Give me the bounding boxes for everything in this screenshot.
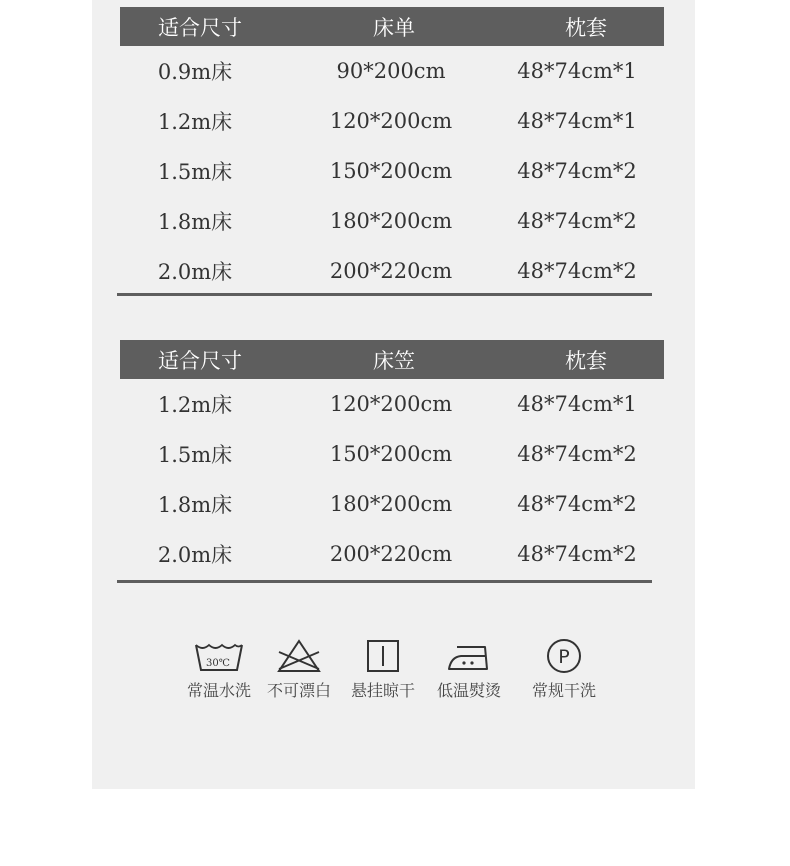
cell-fitted-sheet: 120*200cm (329, 392, 453, 416)
cell-size: 1.8m床 (157, 210, 233, 234)
care-dry-clean (519, 636, 609, 701)
dry-clean-icon (519, 636, 609, 676)
cell-size: 1.5m床 (157, 160, 233, 184)
header-size: 适合尺寸 (158, 15, 242, 40)
header-size: 适合尺寸 (158, 348, 242, 373)
cell-size: 0.9m床 (157, 60, 233, 84)
care-label: 悬挂晾干 (350, 681, 415, 700)
cell-size: 2.0m床 (157, 260, 233, 284)
cell-sheet: 120*200cm (329, 109, 453, 133)
cell-pillowcase: 48*74cm*1 (517, 392, 637, 416)
table-header (120, 340, 664, 379)
header-sheet: 床单 (373, 15, 415, 40)
cell-size: 1.8m床 (157, 493, 233, 517)
cell-sheet: 200*220cm (329, 259, 453, 283)
table-divider (117, 293, 652, 296)
cell-size: 1.2m床 (157, 393, 233, 417)
cell-sheet: 90*200cm (336, 59, 446, 83)
cell-size: 1.5m床 (157, 443, 233, 467)
wash-tub-icon (174, 636, 264, 676)
sheet-size-table (120, 7, 664, 296)
table-row (120, 529, 664, 579)
cell-pillowcase: 48*74cm*2 (517, 442, 637, 466)
cell-pillowcase: 48*74cm*1 (517, 109, 637, 133)
cell-pillowcase: 48*74cm*2 (517, 542, 637, 566)
cell-pillowcase: 48*74cm*2 (517, 159, 637, 183)
cell-pillowcase: 48*74cm*2 (517, 492, 637, 516)
table-row (120, 246, 664, 296)
care-no-bleach (254, 636, 344, 701)
cell-sheet: 150*200cm (329, 159, 453, 183)
hang-dry-icon (338, 636, 428, 676)
cell-pillowcase: 48*74cm*2 (517, 209, 637, 233)
table-row (120, 146, 664, 196)
cell-size: 2.0m床 (157, 543, 233, 567)
iron-low-icon (424, 636, 514, 676)
cell-sheet: 180*200cm (329, 209, 453, 233)
dry-clean-letter: P (558, 646, 570, 668)
cell-pillowcase: 48*74cm*2 (517, 259, 637, 283)
cell-pillowcase: 48*74cm*1 (517, 59, 637, 83)
cell-fitted-sheet: 180*200cm (329, 492, 453, 516)
wash-temp-text: 30℃ (206, 658, 230, 669)
care-label: 常温水洗 (186, 681, 251, 700)
care-iron-low (424, 636, 514, 701)
cell-fitted-sheet: 200*220cm (329, 542, 453, 566)
table-row (120, 379, 664, 429)
cell-fitted-sheet: 150*200cm (329, 442, 453, 466)
table-header (120, 7, 664, 46)
fitted-size-table (120, 340, 664, 579)
header-fitted-sheet: 床笠 (373, 348, 415, 373)
care-wash (174, 636, 264, 701)
no-bleach-icon (254, 636, 344, 676)
header-pillowcase: 枕套 (565, 348, 607, 373)
cell-size: 1.2m床 (157, 110, 233, 134)
table-row (120, 96, 664, 146)
table-row (120, 46, 664, 96)
care-label: 不可漂白 (266, 681, 331, 700)
table-divider (117, 580, 652, 583)
care-hang-dry (338, 636, 428, 701)
care-label: 常规干洗 (531, 681, 596, 700)
table-row (120, 196, 664, 246)
table-row (120, 479, 664, 529)
header-pillowcase: 枕套 (565, 15, 607, 40)
table-row (120, 429, 664, 479)
care-label: 低温熨烫 (436, 681, 501, 700)
